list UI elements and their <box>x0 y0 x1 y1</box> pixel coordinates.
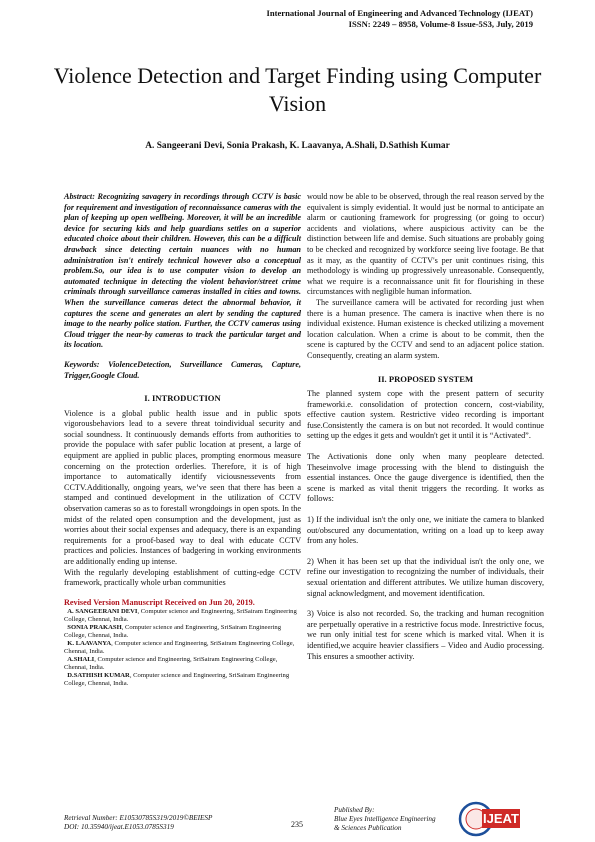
section-heading-proposed-system: II. PROPOSED SYSTEM <box>377 373 474 384</box>
affiliation-detail: , Computer science and Engineering, SriSairam Engineering College, Chennai, India. <box>64 624 282 640</box>
affiliation-name: D.SATHISH KUMAR <box>67 672 130 680</box>
affiliation-item <box>64 640 301 656</box>
revised-notice: Revised Version Manuscript Received on Jun 20, 2019. <box>64 597 255 607</box>
body-paragraph: would now be able to be observed, through the real reason served by the equivalent is simply evidential. It would just be normal to anticipate an alarm or cautioning framework for progressing (or going to occur) accidents and violations, where auspicious activity can be the distinction between life and demise. Such situations are probably going to be checked and recognized by workforce seeing live footage. Be that as it may, as the quantity of CCTV's per unit continues rising, this methodology is winding up progressively unreasonable. Consequently, what we require is a reconnaissance unit fit for flourishing in these circumstances with negligible human information. <box>307 192 544 297</box>
intro-paragraph-2: With the regularly developing establishment of cutting-edge CCTV framework, practically whole urban communities <box>64 567 301 588</box>
publisher-line-1: Blue Eyes Intelligence Engineering <box>334 815 436 823</box>
abstract <box>64 192 301 351</box>
affiliation-detail: , Computer science and Engineering, SriSairam Engineering College, Chennai, India. <box>64 672 290 688</box>
proposed-paragraph: The Activationis done only when many peopleare detected. Theseinvolve image processing with the blend to distinguish the essential instances. Once the gauge divergence is identified, then the scene is marked as vital thenit triggers the recording. It works as follows: <box>307 452 544 504</box>
abstract-label: Abstract: <box>64 192 95 201</box>
published-by-label: Published By: <box>334 806 375 814</box>
intro-paragraph: Violence is a global public health issue and in public spots vigorousbehaviors lead to a severe threat toindividual security and social soundness. It continuously demands efforts from authorities to provide the populace with safer public location at present, a large of equipment are applied in public places, prompting enormous measure concerning on the protection orderlies. Therefore, it is of high importance to automatically identify viciousnessevents from CCTV.Additionally, ongoing years, we’ve seen that there has been a stamped and continued development in the utilization of CCTV observation cameras so as to forestall wrongdoings in open spots. In the midst of the related open consumption and the development, just as worries about their social expenses and adequacy, there is an expanding requirements for a proof-based way to deal with educate CCTV practices and policies. Instances of badgering in working environments are additionally ending up intense. <box>64 408 301 566</box>
ijeat-logo-icon <box>458 800 522 838</box>
footer-publisher <box>334 806 436 833</box>
retrieval-number: Retrieval Number: E10530785S319/2019©BEIESP <box>64 814 213 822</box>
affiliations <box>64 608 301 688</box>
affiliation-detail: , Computer science and Engineering, SriSairam Engineering College, Chennai, India. <box>64 608 297 624</box>
journal-header <box>266 8 533 30</box>
proposed-list-item-2: 2) When it has been set up that the individual isn't the only one, we refine our investigation to recognizing the number of individuals, their sexual orientation and different attributes. We utilize human discovery, signal acknowledgment, and movement identification. <box>307 556 544 598</box>
proposed-list-item-1: 1) If the individual isn't the only one, we initiate the camera to blanked out/obscured any documentation, writing on a load up to keep away from any holes. <box>307 515 544 546</box>
publisher-line-2: & Sciences Publication <box>334 824 402 832</box>
section-heading-introduction: I. INTRODUCTION <box>144 393 221 404</box>
proposed-list-item-3: 3) Voice is also not recorded. So, the tracking and human recognition are perpetually operative in a restrictive focus mode. Inrestrictive focus, we run only initial test for scene which is marked vital. When it is identified,we acquire heavier classifiers – Video and Audio processing. This ensures a smoother activity. <box>307 609 544 661</box>
affiliation-item <box>64 656 301 672</box>
logo-text: IJEAT <box>483 811 519 826</box>
left-column <box>64 192 301 688</box>
author-list: A. Sangeerani Devi, Sonia Prakash, K. Laavanya, A.Shali, D.Sathish Kumar <box>145 141 450 151</box>
affiliation-name: K. LAAVANYA <box>67 640 112 648</box>
abstract-text: Recognizing savagery in recordings through CCTV is basic for requirement and investigation of reconnaissance cameras with the plan of keeping up open wellbeing. Moreover, it will be an incredible device for securing kids and help guardians settles on a superior educated choice about their children. However, this can be a difficult drawback since detecting certain nuances with no human administration isn't entirely technical however also a conceptual problem.So, our idea is to use computer vision to develop an automated technique in detecting the violent behavior/street crime criminals through surveillance cameras installed in cities and towns. When the surveillance cameras detect the abnormal behavior, it captures the scene and generates an alert by sending the captured image to the nearby police station. Further, the CCTV cameras using Cloud trigger the near-by cameras to track the particular target and its location. <box>64 192 301 350</box>
affiliation-detail: , Computer science and Engineering, SriSairam Engineering College, Chennai, India. <box>64 640 295 656</box>
keywords-label: Keywords: <box>64 359 100 369</box>
affiliation-name: A. SANGEERANI DEVI <box>67 608 138 616</box>
affiliation-name: SONIA PRAKASH <box>67 624 122 632</box>
affiliation-name: A.SHALI <box>67 656 95 664</box>
journal-name: International Journal of Engineering and Advanced Technology (IJEAT) <box>266 8 533 18</box>
journal-issn: ISSN: 2249 – 8958, Volume-8 Issue-5S3, July, 2019 <box>348 19 533 29</box>
affiliation-item <box>64 624 301 640</box>
paper-title: Violence Detection and Target Finding using Computer Vision <box>53 63 542 116</box>
keywords-text: ViolenceDetection, Surveillance Cameras, Capture, Trigger,Google Cloud. <box>64 359 301 380</box>
proposed-paragraph: The planned system cope with the present pattern of security frameworki.e. consolidation of protection concern, cost-viability, effective caution system. Restrictive video recording is important fuse.Consistently the camera is on but not recorded. It would continue setting up the edges it gets and wouldn't get it until it is “Activated”. <box>307 389 544 441</box>
keywords <box>64 360 301 381</box>
footer-left <box>64 814 212 832</box>
affiliation-item <box>64 672 301 688</box>
doi: DOI: 10.35940/ijeat.E1053.0785S319 <box>64 823 174 831</box>
affiliation-detail: , Computer science and Engineering, SriSairam Engineering College, Chennai, India. <box>64 656 278 672</box>
right-column <box>307 192 544 662</box>
page-number: 235 <box>291 820 303 829</box>
body-paragraph: The surveillance camera will be activated for recording just when there is a human presence. The camera is inactive when there is no individual existence. Human existence is checked utilizing a movement location calculation. When a crime is about to be commit, then the scene is captured by the CCTV and send to an adjacent police station. Consequently, creating an alarm system. <box>307 297 544 360</box>
affiliation-item <box>64 608 301 624</box>
